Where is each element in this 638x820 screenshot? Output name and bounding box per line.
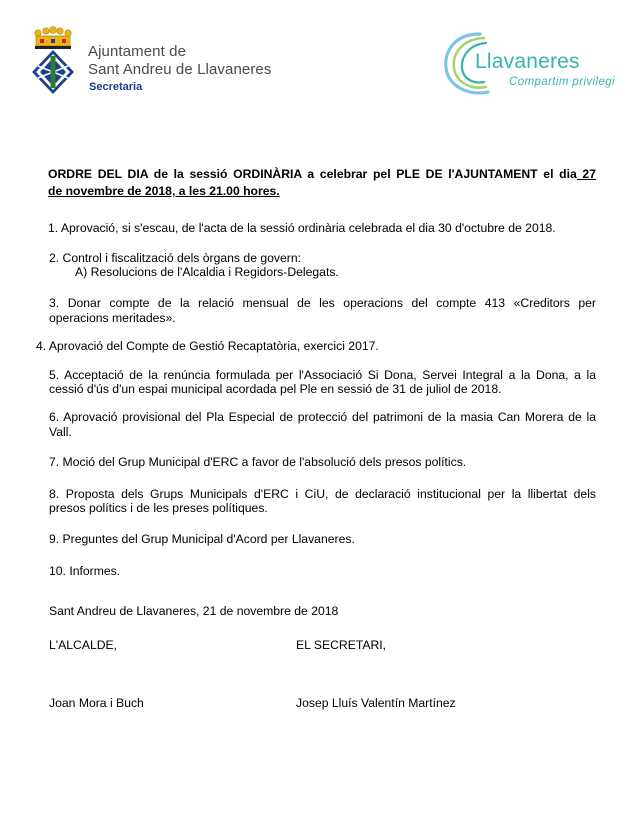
title-line1: ORDRE DEL DIA de la sessió ORDINÀRIA a celebrar pel PLE DE l'AJUNTAMENT el dia [48, 167, 577, 181]
alcalde-name: Joan Mora i Buch [49, 696, 144, 710]
shield-icon [32, 50, 74, 94]
brand-name: Llavaneres [475, 50, 580, 73]
brand-tagline: Compartim privilegi [509, 76, 616, 88]
document-title [48, 166, 596, 200]
ajuntament-name-line2: Sant Andreu de Llavaneres [88, 61, 272, 78]
agenda-item-8-line2: presos polítics i de les preses polítiques. [49, 501, 268, 515]
agenda-item-2-sub-a: A) Resolucions de l'Alcaldia i Regidors-Delegats. [75, 265, 339, 279]
crown-icon [35, 27, 71, 49]
agenda-item-10: 10. Informes. [49, 564, 121, 578]
agenda-item-6-line2: Vall. [49, 425, 72, 439]
agenda-item-2: 2. Control i fiscalització dels òrgans de govern: [49, 251, 302, 265]
title-date-underlined: 27 [576, 167, 596, 181]
alcalde-label: L'ALCALDE, [49, 638, 118, 652]
agenda-item-8-line1: 8. Proposta dels Grups Municipals d'ERC i CiU, de declaració institucional per la llibertat dels [49, 487, 596, 501]
title-line2: de novembre de 2018, a les 21.00 hores. [48, 184, 280, 198]
ajuntament-name-line1: Ajuntament de [88, 43, 187, 60]
agenda-item-7: 7. Moció del Grup Municipal d'ERC a favor de l'absolució dels presos polítics. [49, 455, 467, 469]
secretari-label: EL SECRETARI, [296, 638, 387, 652]
agenda-item-5-line2: cessió d'ús d'un espai municipal acordada pel Ple en sessió de 31 de juliol de 2018. [49, 382, 502, 396]
coat-of-arms-logo [30, 26, 76, 96]
agenda-item-6-line1: 6. Aprovació provisional del Pla Especial de protecció del patrimoni de la masia Can Morera de la [49, 410, 596, 424]
agenda-item-1: 1. Aprovació, si s'escau, de l'acta de la sessió ordinària celebrada el dia 30 d'octubre de 2018. [48, 221, 556, 235]
agenda-item-4: 4. Aprovació del Compte de Gestió Recaptatòria, exercici 2017. [36, 339, 379, 353]
agenda-item-5-line1: 5. Acceptació de la renúncia formulada per l'Associació Si Dona, Servei Integral a la Dona, a la [49, 368, 596, 382]
agenda-item-3-line2: operacions meritades». [49, 311, 176, 325]
agenda-item-3-line1: 3. Donar compte de la relació mensual de les operacions del compte 413 «Creditors per [49, 296, 596, 310]
secretari-name: Josep Lluís Valentín Martínez [296, 696, 456, 710]
agenda-item-9: 9. Preguntes del Grup Municipal d'Acord per Llavaneres. [49, 532, 355, 546]
place-and-date: Sant Andreu de Llavaneres, 21 de novembre de 2018 [49, 604, 339, 618]
department-label: Secretaria [89, 81, 143, 93]
